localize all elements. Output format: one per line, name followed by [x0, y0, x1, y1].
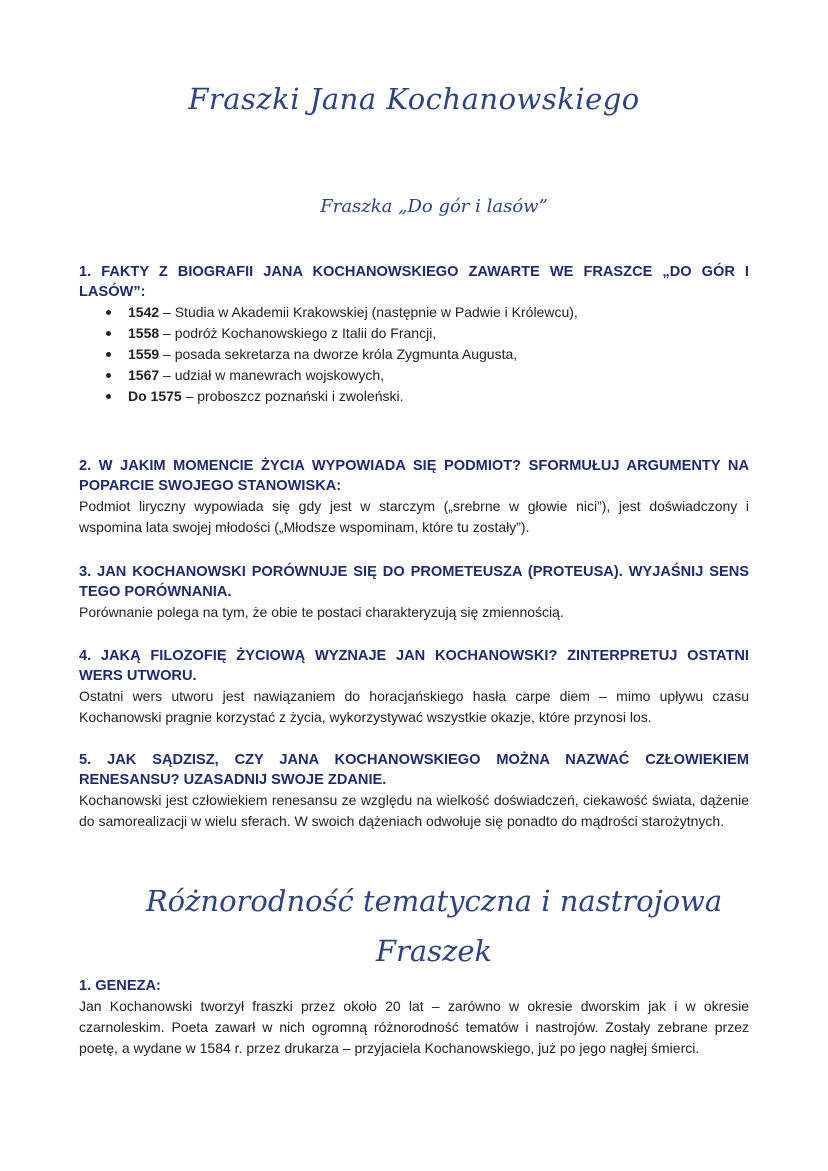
question-4-answer: Ostatni wers utworu jest nawiązaniem do horacjańskiego hasła carpe diem – mimo upływu czasu Kochanowski pragnie korzystać z życia, wykorzystywać wszystkie okazje, które przynosi los. — [79, 688, 749, 725]
question-1-heading: 1. FAKTY Z BIOGRAFII JANA KOCHANOWSKIEGO ZAWARTE WE FRASZCE „DO GÓR I LASÓW”: — [79, 264, 749, 300]
question-1 — [79, 262, 749, 407]
fact-item — [104, 323, 749, 344]
question-3 — [79, 562, 749, 623]
section-2-title-line-1: Różnorodność tematyczna i nastrojowa — [145, 884, 723, 918]
fact-year: 1558 — [128, 325, 160, 341]
fact-text: – udział w manewrach wojskowych, — [159, 367, 385, 383]
page-title: Fraszki Jana Kochanowskiego — [188, 82, 640, 116]
fact-year: 1559 — [128, 346, 160, 362]
fact-item — [104, 365, 749, 386]
bullet-icon — [106, 331, 111, 336]
question-5-heading: 5. JAK SĄDZISZ, CZY JANA KOCHANOWSKIEGO MOŻNA NAZWAĆ CZŁOWIEKIEM RENESANSU? UZASADNIJ SWOJE ZDANIE. — [79, 752, 749, 788]
question-4-heading: 4. JAKĄ FILOZOFIĘ ŻYCIOWĄ WYZNAJE JAN KOCHANOWSKI? ZINTERPRETUJ OSTATNI WERS UTWORU. — [79, 648, 749, 684]
bullet-icon — [106, 352, 111, 357]
question-5-answer: Kochanowski jest człowiekiem renesansu ze względu na wielkość doświadczeń, ciekawość świata, dążenie do samorealizacji w wielu sferach. W swoich dążeniach odwołuje się ponadto do mądrości starożytnych. — [79, 792, 749, 829]
bullet-icon — [106, 394, 111, 399]
fact-year: 1567 — [128, 367, 160, 383]
fact-year: Do 1575 — [128, 388, 182, 404]
fact-text: – podróż Kochanowskiego z Italii do Francji, — [159, 325, 437, 341]
question-3-answer: Porównanie polega na tym, że obie te postaci charakteryzują się zmiennością. — [79, 604, 564, 620]
fact-text: – posada sekretarza na dworze króla Zygmunta Augusta, — [159, 346, 518, 362]
section-2-title-line-2: Fraszek — [375, 934, 493, 968]
fact-text: – proboszcz poznański i zwoleński. — [181, 388, 404, 404]
page-subtitle: Fraszka „Do gór i lasów” — [320, 196, 548, 217]
fact-text: – Studia w Akademii Krakowskiej (następnie w Padwie i Królewcu), — [159, 304, 578, 320]
genesis-section — [79, 976, 749, 1059]
question-4 — [79, 646, 749, 728]
question-5 — [79, 750, 749, 832]
facts-list — [79, 302, 749, 407]
fact-item — [104, 344, 749, 365]
question-2 — [79, 456, 749, 538]
fact-item — [104, 386, 749, 407]
genesis-text: Jan Kochanowski tworzył fraszki przez około 20 lat – zarówno w okresie dworskim jak i w okresie czarnoleskim. Poeta zawarł w nich ogromną różnorodność tematów i nastrojów. Zostały zebrane przez poetę, a wydane w 1584 r. przez drukarza – przyjaciela Kochanowskiego, już po jego nagłej śmierci. — [79, 998, 749, 1056]
fact-item — [104, 302, 749, 323]
question-2-answer: Podmiot liryczny wypowiada się gdy jest w starczym („srebrne w głowie nici”), jest doświadczony i wspomina lata swojej młodości („Młodsze wspominam, które tu zostały”). — [79, 498, 749, 535]
question-3-heading: 3. JAN KOCHANOWSKI PORÓWNUJE SIĘ DO PROMETEUSZA (PROTEUSA). WYJAŚNIJ SENS TEGO PORÓWNANIA. — [79, 564, 749, 600]
question-2-heading: 2. W JAKIM MOMENCIE ŻYCIA WYPOWIADA SIĘ PODMIOT? SFORMUŁUJ ARGUMENTY NA POPARCIE SWOJEGO STANOWISKA: — [79, 458, 749, 494]
bullet-icon — [106, 373, 111, 378]
bullet-icon — [106, 310, 111, 315]
genesis-heading: 1. GENEZA: — [79, 978, 161, 994]
fact-year: 1542 — [128, 304, 160, 320]
